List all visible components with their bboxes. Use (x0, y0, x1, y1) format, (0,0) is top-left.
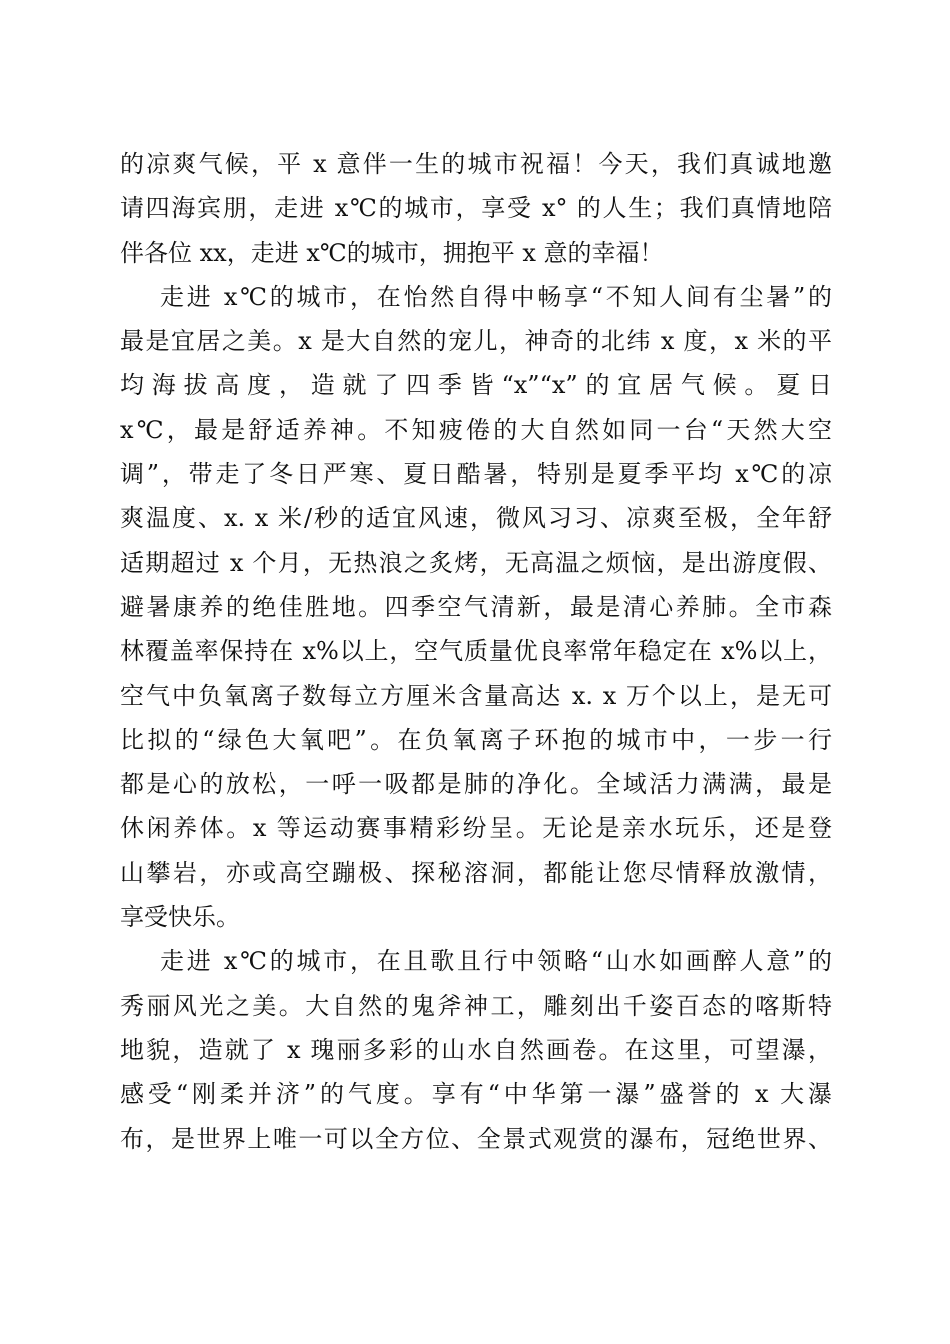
text-line: 最是宜居之美。x 是大自然的宠儿，神奇的北纬 x 度，x 米的平 (120, 327, 832, 356)
text-line: 调”，带走了冬日严寒、夏日酷暑，特别是夏季平均 x℃的凉 (120, 460, 832, 489)
text-line: 地貌，造就了 x 瑰丽多彩的山水自然画卷。在这里，可望瀑， (120, 1035, 832, 1064)
text-line: 伴各位 xx，走进 x℃的城市，拥抱平 x 意的幸福！ (120, 238, 664, 267)
paragraph-first-line: 走进 x℃的城市，在且歌且行中领略“山水如画醉人意”的 (160, 947, 832, 976)
paragraph-first-line: 走进 x℃的城市，在怡然自得中畅享“不知人间有尘暑”的 (160, 282, 832, 311)
text-line: 秀丽风光之美。大自然的鬼斧神工，雕刻出千姿百态的喀斯特 (120, 991, 832, 1020)
text-line: 山攀岩，亦或高空蹦极、探秘溶洞，都能让您尽情释放激情， (120, 858, 832, 887)
text-line: 爽温度、x. x 米/秒的适宜风速，微风习习、凉爽至极，全年舒 (120, 504, 832, 533)
text-line: 休闲养体。x 等运动赛事精彩纷呈。无论是亲水玩乐，还是登 (120, 814, 832, 843)
text-line: 感受“刚柔并济”的气度。享有“中华第一瀑”盛誉的 x 大瀑 (120, 1080, 832, 1109)
text-line: 都是心的放松，一呼一吸都是肺的净化。全域活力满满，最是 (120, 770, 832, 799)
text-line: 适期超过 x 个月，无热浪之炙烤，无高温之烦恼，是出游度假、 (120, 548, 832, 577)
text-line: 空气中负氧离子数每立方厘米含量高达 x. x 万个以上，是无可 (120, 681, 832, 710)
text-line: 布，是世界上唯一可以全方位、全景式观赏的瀑布，冠绝世界、 (120, 1124, 832, 1153)
text-line: x℃，最是舒适养神。不知疲倦的大自然如同一台“天然大空 (120, 415, 832, 444)
text-line: 请四海宾朋，走进 x℃的城市，享受 x° 的人生；我们真情地陪 (120, 194, 832, 223)
text-line: 避暑康养的绝佳胜地。四季空气清新，最是清心养肺。全市森 (120, 592, 832, 621)
text-line: 比拟的“绿色大氧吧”。在负氧离子环抱的城市中，一步一行 (120, 725, 832, 754)
text-line: 林覆盖率保持在 x%以上，空气质量优良率常年稳定在 x%以上， (120, 637, 832, 666)
text-line: 的凉爽气候，平 x 意伴一生的城市祝福！今天，我们真诚地邀 (120, 150, 832, 178)
text-line: 均海拔高度，造就了四季皆“x”“x”的宜居气候。夏日 (120, 371, 832, 400)
body-text (120, 142, 832, 1161)
text-line: 享受快乐。 (120, 903, 240, 932)
